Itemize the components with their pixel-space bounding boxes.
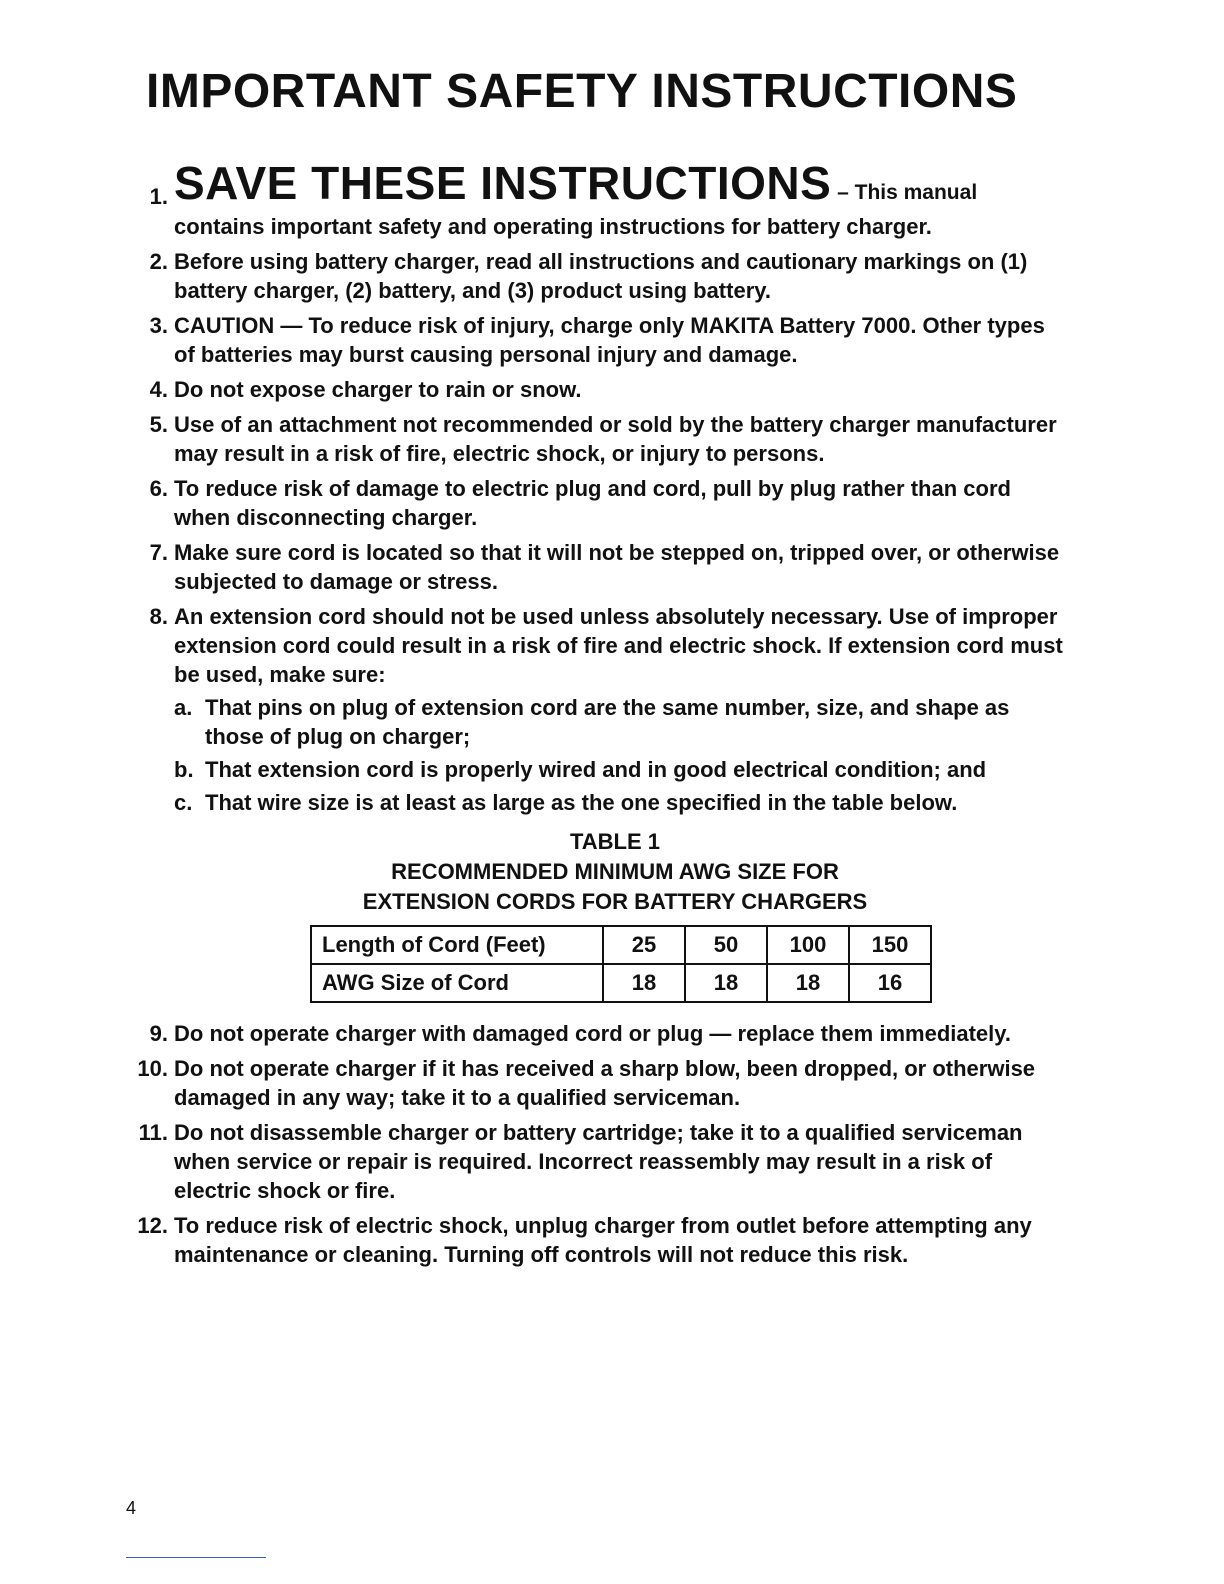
instruction-item-1 xyxy=(120,154,1070,241)
table-cell: 18 xyxy=(603,964,685,1002)
table-cell: 18 xyxy=(685,964,767,1002)
item-number: 3. xyxy=(149,313,168,338)
sub-item-text: That extension cord is properly wired and in good electrical condition; and xyxy=(205,757,987,782)
item-text: To reduce risk of electric shock, unplug charger from outlet before attempting any maintenance or cleaning. Turning off controls will not reduce this risk. xyxy=(174,1213,1032,1267)
item-number: 12. xyxy=(137,1213,168,1238)
table-cell: 50 xyxy=(685,926,767,964)
item-number: 6. xyxy=(149,476,168,501)
bottom-rule xyxy=(126,1557,266,1558)
item-text: Do not operate charger with damaged cord or plug — replace them immediately. xyxy=(174,1021,1011,1046)
awg-size-table xyxy=(310,925,932,1003)
item-number: 10. xyxy=(137,1056,168,1081)
instruction-item-6 xyxy=(120,474,1070,532)
item-text: Use of an attachment not recommended or sold by the battery charger manufacturer may result in a risk of fire, electric shock, or injury to persons. xyxy=(174,412,1057,466)
page-title: IMPORTANT SAFETY INSTRUCTIONS xyxy=(146,65,1018,118)
table-cell: 25 xyxy=(603,926,685,964)
instruction-item-11 xyxy=(120,1118,1070,1205)
sub-item-text: That pins on plug of extension cord are the same number, size, and shape as those of plug on charger; xyxy=(205,695,1010,749)
item-number: 11. xyxy=(138,1120,168,1145)
table-row xyxy=(311,926,931,964)
instruction-item-10 xyxy=(120,1054,1070,1112)
sub-item-list xyxy=(174,693,1070,817)
instruction-item-12 xyxy=(120,1211,1070,1269)
item-number: 4. xyxy=(149,377,168,402)
item-number: 8. xyxy=(149,604,168,629)
instruction-item-2 xyxy=(120,247,1070,305)
sub-item-letter: a. xyxy=(174,695,193,720)
save-instructions-heading: SAVE THESE INSTRUCTIONS xyxy=(174,157,832,209)
item-number: 9. xyxy=(149,1021,168,1046)
table-cell: 150 xyxy=(849,926,931,964)
item-text: Make sure cord is located so that it will not be stepped on, tripped over, or otherwise subjected to damage or stress. xyxy=(174,540,1060,594)
item-text: An extension cord should not be used unless absolutely necessary. Use of improper extension cord could result in a risk of fire and electric shock. If extension cord must be used, make sure: xyxy=(174,604,1063,687)
instruction-item-9 xyxy=(120,1019,1070,1048)
instruction-item-4 xyxy=(120,375,1070,404)
table-cell: 100 xyxy=(767,926,849,964)
item-text: CAUTION — To reduce risk of injury, charge only MAKITA Battery 7000. Other types of batteries may burst causing personal injury and damage. xyxy=(174,313,1045,367)
table-row xyxy=(311,964,931,1002)
instruction-item-8 xyxy=(120,602,1070,817)
table-title-line-1: RECOMMENDED MINIMUM AWG SIZE FOR xyxy=(391,859,839,884)
sub-item-c xyxy=(174,788,1070,817)
item-text: To reduce risk of damage to electric plug and cord, pull by plug rather than cord when disconnecting charger. xyxy=(174,476,1011,530)
item-text: Do not operate charger if it has received a sharp blow, been dropped, or otherwise damaged in any way; take it to a qualified serviceman. xyxy=(174,1056,1036,1110)
page-number: 4 xyxy=(126,1498,137,1518)
item-text: contains important safety and operating instructions for battery charger. xyxy=(174,214,932,239)
item-text: Do not expose charger to rain or snow. xyxy=(174,377,582,402)
table-title-line-2: EXTENSION CORDS FOR BATTERY CHARGERS xyxy=(362,889,868,914)
sub-item-a xyxy=(174,693,1070,751)
table-caption xyxy=(160,827,1070,917)
instruction-item-3 xyxy=(120,311,1070,369)
table-row-label: AWG Size of Cord xyxy=(311,964,603,1002)
item-number: 2. xyxy=(149,249,168,274)
item-number: 7. xyxy=(149,540,168,565)
item-text: Do not disassemble charger or battery cartridge; take it to a qualified serviceman when service or repair is required. Incorrect reassembly may result in a risk of electric shock or fire. xyxy=(174,1120,1023,1203)
table-cell: 16 xyxy=(849,964,931,1002)
sub-item-letter: c. xyxy=(174,790,193,815)
item-number: 5. xyxy=(149,412,168,437)
save-instructions-tail: – This manual xyxy=(831,181,978,204)
sub-item-text: That wire size is at least as large as the one specified in the table below. xyxy=(205,790,958,815)
instruction-item-5 xyxy=(120,410,1070,468)
instruction-item-7 xyxy=(120,538,1070,596)
item-text: Before using battery charger, read all instructions and cautionary markings on (1) battery charger, (2) battery, and (3) product using battery. xyxy=(174,249,1028,303)
sub-item-b xyxy=(174,755,1070,784)
instructions-list xyxy=(120,154,1070,1275)
table-number: TABLE 1 xyxy=(569,829,661,854)
table-row-label: Length of Cord (Feet) xyxy=(311,926,603,964)
sub-item-letter: b. xyxy=(174,757,194,782)
table-cell: 18 xyxy=(767,964,849,1002)
item-number: 1. xyxy=(149,184,168,209)
